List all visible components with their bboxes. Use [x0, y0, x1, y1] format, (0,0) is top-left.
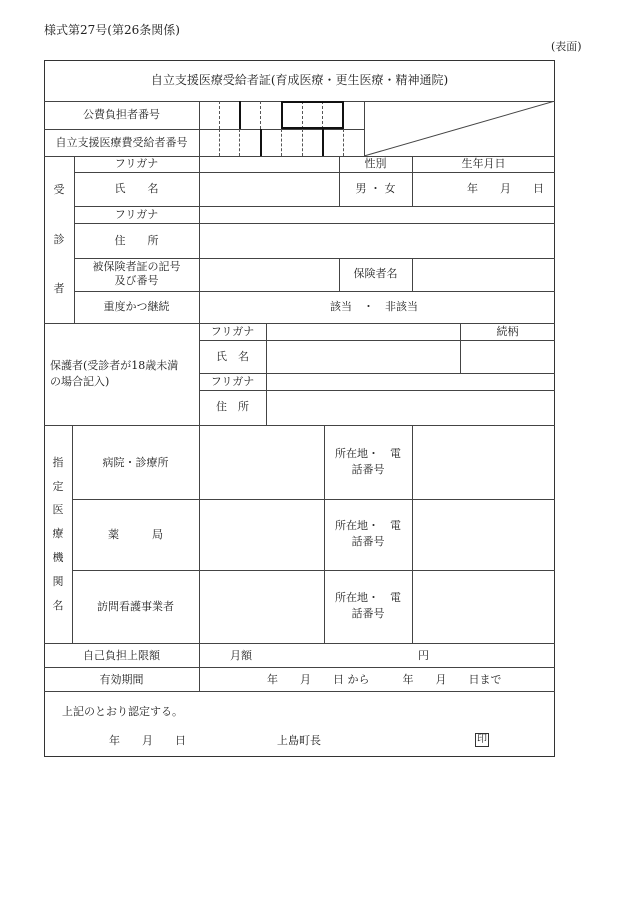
patient-furigana2-label: フリガナ [114, 208, 159, 221]
relation-label: 続柄 [496, 325, 519, 338]
hospital-label: 病院・診療所 [102, 456, 169, 469]
hospital-location-label: 所在地・ 電 [335, 447, 401, 460]
guardian-label: 保護者(受診者が18歳未満 [50, 359, 179, 372]
sex-label: 性別 [364, 157, 387, 170]
facility-section-char: 療 [52, 527, 64, 540]
insurer-label: 保険者名 [353, 267, 398, 280]
period-value: 年 月 日 から 年 月 日まで [267, 673, 502, 686]
seal-box: 印 [477, 734, 487, 745]
sex-value: 男 ・ 女 [355, 182, 396, 195]
dob-label: 生年月日 [461, 157, 506, 170]
guardian-name-label: 氏 名 [216, 350, 249, 363]
facility-section-char: 医 [52, 503, 64, 516]
guardian-address-label: 住 所 [216, 400, 249, 413]
recipient-number-label: 自立支援医療費受給者番号 [55, 136, 188, 149]
certify-date: 年 月 日 [109, 734, 186, 747]
insurance-number-label: 被保険者証の記号 [92, 260, 181, 273]
patient-name-label: 氏 名 [114, 182, 159, 195]
guardian-label-2: の場合記入) [50, 375, 110, 388]
patient-section-char: 者 [53, 282, 65, 295]
facility-section-char: 名 [52, 599, 64, 612]
mayor-label: 上島町長 [277, 734, 321, 747]
pharmacy-phone-label: 話番号 [351, 535, 385, 548]
home-nursing-phone-label: 話番号 [351, 607, 385, 620]
severe-label: 重度かつ継続 [103, 300, 170, 313]
certificate-title: 自立支援医療受給者証(育成医療・更生医療・精神通院) [150, 73, 449, 87]
facility-section-char: 機 [52, 551, 64, 564]
period-label: 有効期間 [99, 673, 144, 686]
patient-furigana-label: フリガナ [114, 157, 159, 170]
side-label: (表面) [551, 40, 582, 53]
yen-label: 円 [418, 649, 429, 662]
pharmacy-location-label: 所在地・ 電 [335, 519, 401, 532]
patient-section-char: 診 [53, 233, 65, 246]
form-number: 様式第27号(第26条関係) [44, 23, 180, 37]
facility-section-char: 指 [52, 456, 64, 469]
dob-value: 年 月 日 [467, 182, 544, 195]
guardian-furigana-label: フリガナ [210, 325, 255, 338]
home-nursing-location-label: 所在地・ 電 [335, 591, 401, 604]
limit-label: 自己負担上限額 [83, 649, 160, 662]
guardian-furigana2-label: フリガナ [210, 375, 255, 388]
statement: 上記のとおり認定する。 [62, 705, 183, 718]
patient-section-char: 受 [53, 183, 65, 196]
facility-section-char: 関 [52, 575, 64, 588]
hospital-phone-label: 話番号 [351, 463, 385, 476]
monthly-label: 月額 [230, 649, 252, 662]
check-digit-box [281, 101, 344, 129]
burden-number-label: 公費負担者番号 [83, 108, 160, 121]
diagonal-line [364, 101, 555, 156]
pharmacy-label: 薬 局 [108, 528, 163, 541]
severe-value: 該当 ・ 非該当 [330, 300, 418, 313]
facility-section-char: 定 [52, 480, 64, 493]
patient-address-label: 住 所 [114, 234, 159, 247]
insurance-number-label-2: 及び番号 [114, 274, 159, 287]
home-nursing-label: 訪問看護事業者 [97, 600, 174, 613]
